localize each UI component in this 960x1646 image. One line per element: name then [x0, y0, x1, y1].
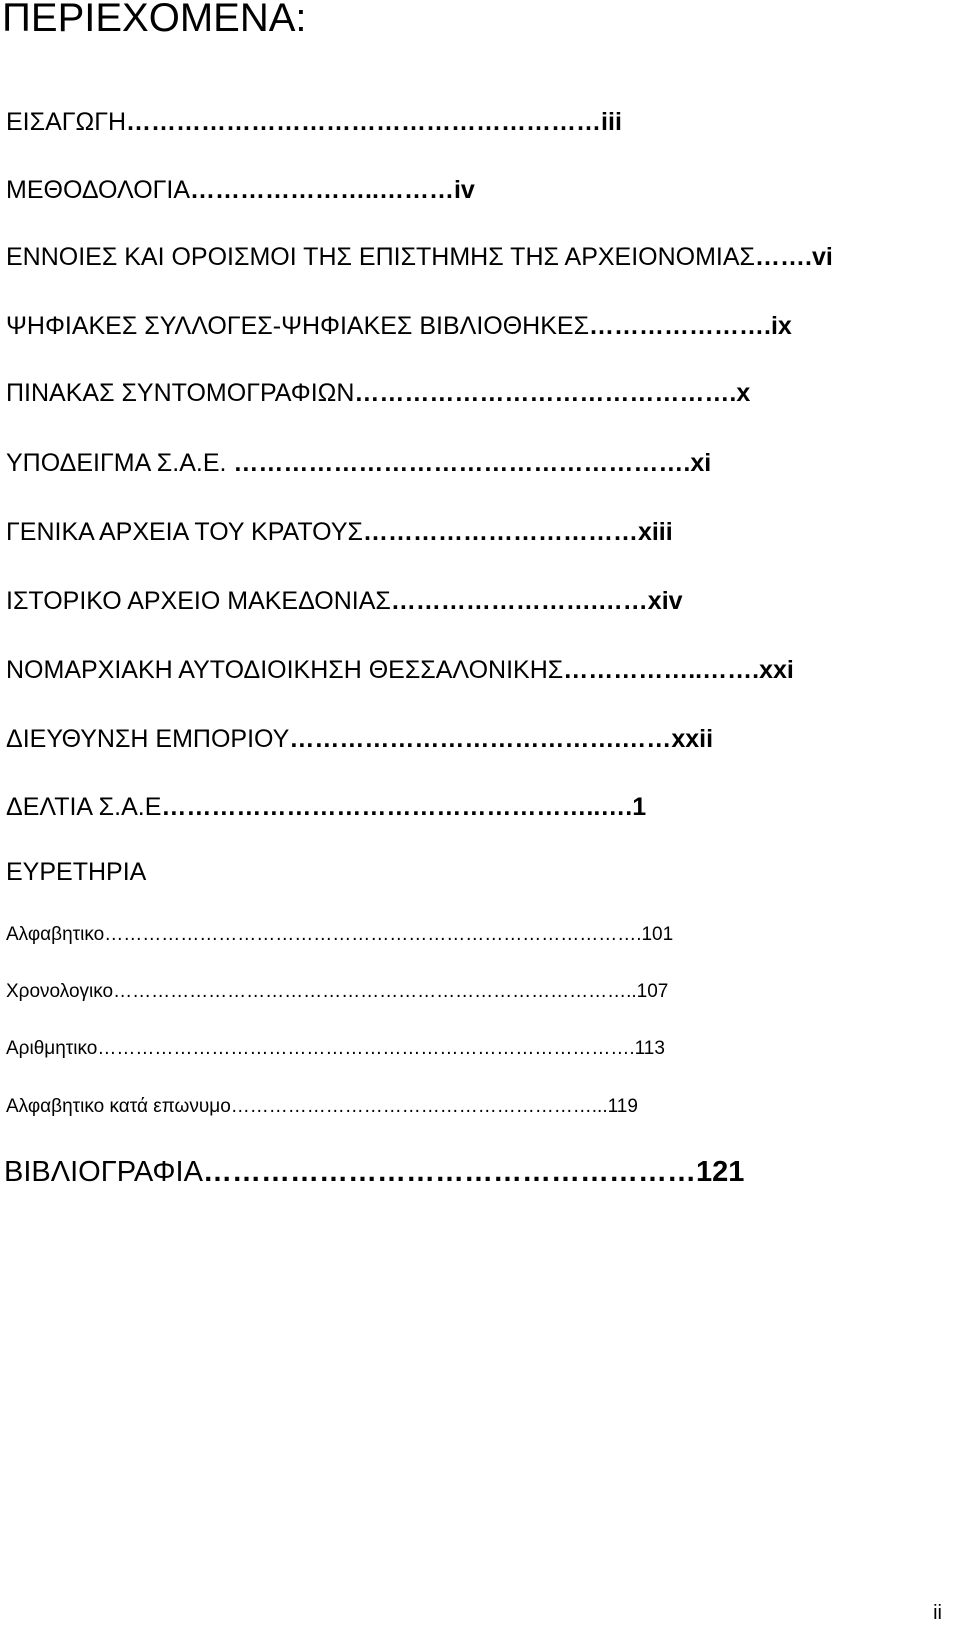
toc-entry-page: ix	[770, 312, 792, 340]
toc-entry-leader: …….	[755, 243, 812, 271]
toc-entry-page: xxii	[671, 725, 714, 753]
index-entry-page: .119	[602, 1096, 638, 1117]
toc-entry-text: ΓΕΝΙΚΑ ΑΡΧΕΙΑ ΤΟΥ ΚΡΑΤΟΥΣ	[6, 518, 363, 546]
toc-entry-text: ΝΟΜΑΡΧΙΑΚΗ ΑΥΤΟΔΙΟΙΚΗΣΗ ΘΕΣΣΑΛΟΝΙΚΗΣ	[6, 656, 564, 684]
index-entry-text: Χρονολογικο	[6, 981, 114, 1002]
toc-entry-text: ΔΕΛΤΙΑ Σ.Α.Ε	[6, 793, 162, 821]
toc-entry-leader: ……………………………………………..…	[161, 793, 626, 821]
toc-entry-leader: ……………..…….	[563, 656, 760, 684]
toc-entry-text: ΙΣΤΟΡΙΚΟ ΑΡΧΕΙΟ ΜΑΚΕΔΟΝΙΑΣ	[6, 587, 391, 615]
index-entry-leader: ……………………………………………………………………….	[113, 981, 632, 1002]
toc-entry-methodology[interactable]	[6, 174, 475, 206]
toc-entry-text: ΔΙΕΥΘΥΝΣΗ ΕΜΠΟΡΙΟΥ	[6, 725, 290, 753]
index-entry-alphabetical[interactable]	[6, 922, 673, 948]
toc-entry-leader: ……………………………………….	[354, 379, 737, 407]
toc-entry-concepts[interactable]	[6, 241, 833, 273]
toc-entry-macedonia-archive[interactable]	[6, 585, 683, 617]
toc-entry-cards[interactable]	[6, 791, 646, 823]
toc-entry-text: ΨΗΦΙΑΚΕΣ ΣΥΛΛΟΓΕΣ-ΨΗΦΙΑΚΕΣ ΒΙΒΛΙΟΘΗΚΕΣ	[6, 312, 590, 340]
toc-entry-prefecture[interactable]	[6, 654, 794, 686]
toc-entry-page: xiii	[637, 518, 673, 546]
toc-entry-text: ΥΠΟΔΕΙΓΜΑ Σ.Α.Ε.	[6, 449, 227, 477]
index-entry-leader: …………………………………………………..	[230, 1096, 603, 1117]
index-entry-numerical[interactable]	[6, 1036, 665, 1062]
toc-entry-page: x	[736, 379, 751, 407]
toc-entry-leader: ……………………………………………….	[226, 449, 691, 477]
toc-entry-page: iv	[453, 176, 475, 204]
index-entry-by-surname[interactable]	[6, 1094, 638, 1120]
index-entry-page: .107	[631, 981, 669, 1002]
toc-entry-page: xiv	[647, 587, 683, 615]
index-entry-text: Αλφαβητικο κατά επωνυμο	[6, 1096, 231, 1117]
toc-entry-text: ΒΙΒΛΙΟΓΡΑΦΙΑ	[4, 1156, 203, 1188]
toc-entry-page: xxi	[759, 656, 794, 684]
toc-entry-text: ΠΙΝΑΚΑΣ ΣΥΝΤΟΜΟΓΡΑΦΙΩΝ	[6, 379, 355, 407]
index-entry-page: .113	[629, 1038, 665, 1059]
toc-entry-commerce[interactable]	[6, 723, 713, 755]
toc-entry-introduction[interactable]	[6, 106, 622, 138]
toc-entry-page: xi	[690, 449, 712, 477]
toc-entry-page: .1	[625, 793, 647, 821]
toc-entry-leader: ……………………………	[362, 518, 638, 546]
toc-entry-leader: ………………………………….……	[289, 725, 672, 753]
toc-entry-page: vi	[811, 243, 833, 271]
toc-entry-leader: ……………………………………………	[202, 1156, 696, 1188]
page-title: ΠΕΡΙΕΧΟΜΕΝΑ:	[2, 0, 307, 40]
toc-entry-digital-collections[interactable]	[6, 310, 792, 342]
toc-entry-leader: ………………….	[589, 312, 771, 340]
toc-entry-page: 121	[695, 1156, 745, 1188]
toc-entry-leader: …………………….……	[390, 587, 648, 615]
index-entry-text: Αλφαβητικο	[6, 924, 105, 945]
toc-entry-bibliography[interactable]	[4, 1154, 744, 1190]
toc-entry-page: iii	[601, 108, 622, 136]
index-heading: ΕΥΡΕΤΗΡΙΑ	[6, 858, 147, 886]
index-entry-text: Αριθμητικο	[6, 1038, 98, 1059]
index-entry-leader: …………………………………………………………………………	[97, 1038, 630, 1059]
index-entry-chronological[interactable]	[6, 979, 668, 1005]
toc-entry-sample[interactable]	[6, 447, 711, 479]
index-entry-leader: ………………………………………………………………………….	[104, 924, 642, 945]
toc-entry-leader: …………………..………	[190, 176, 454, 204]
toc-entry-leader: …………………………………………………	[126, 108, 602, 136]
index-entry-page: 101	[641, 924, 674, 945]
toc-entry-text: ΕΝΝΟΙΕΣ ΚΑΙ ΟΡΟΙΣΜΟΙ ΤΗΣ ΕΠΙΣΤΗΜΗΣ ΤΗΣ ΑΡΧΕΙΟΝΟΜΙΑΣ	[6, 243, 756, 271]
toc-entry-state-archives[interactable]	[6, 516, 673, 548]
toc-entry-text: ΜΕΘΟΔΟΛΟΓΙΑ	[6, 176, 191, 204]
toc-entry-abbreviations[interactable]	[6, 377, 750, 409]
page-number: ii	[933, 1602, 942, 1624]
toc-entry-text: ΕΙΣΑΓΩΓΗ	[6, 108, 127, 136]
